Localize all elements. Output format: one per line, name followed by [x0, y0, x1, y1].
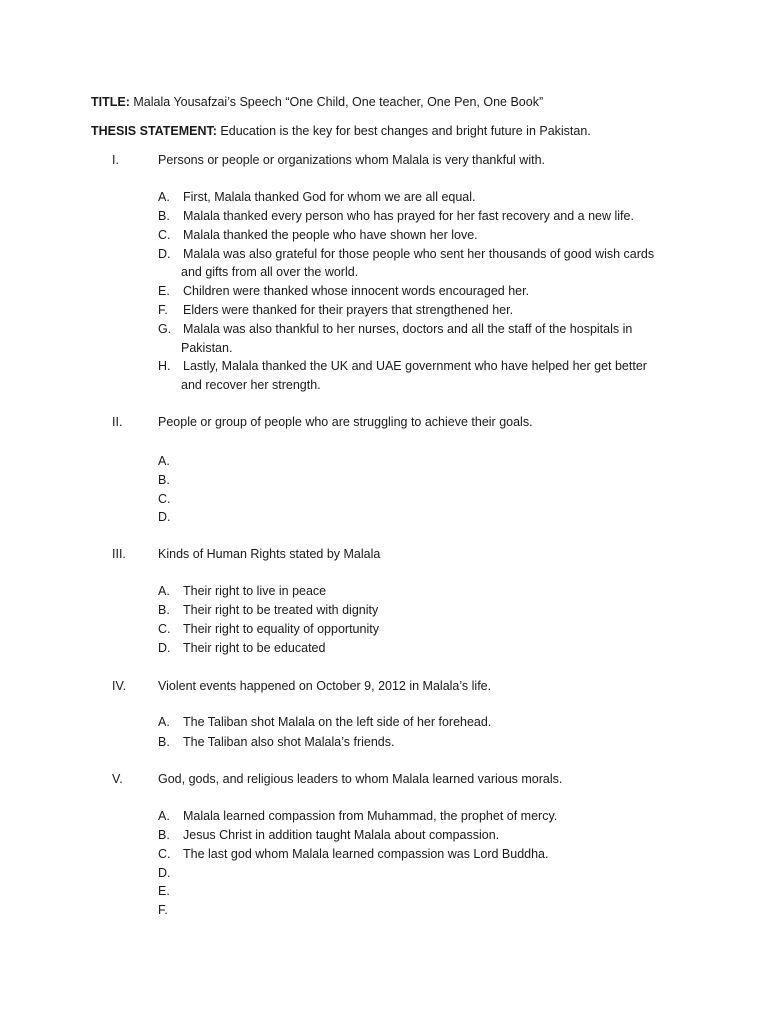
thesis-text: Education is the key for best changes and bright future in Pakistan.	[220, 124, 591, 138]
list-item-letter: E.	[158, 884, 170, 898]
list-item-text: The Taliban shot Malala on the left side of her forehead.	[183, 715, 492, 729]
list-item-letter: E.	[158, 284, 170, 298]
section-heading: Persons or people or organizations whom Malala is very thankful with.	[158, 153, 545, 167]
list-item-letter: A.	[158, 715, 170, 729]
section-heading: God, gods, and religious leaders to whom Malala learned various morals.	[158, 772, 563, 786]
list-item-letter: B.	[158, 828, 170, 842]
list-item-letter: A.	[158, 809, 170, 823]
list-item-letter: B.	[158, 735, 170, 749]
title-text: Malala Yousafzai’s Speech “One Child, One teacher, One Pen, One Book”	[133, 95, 544, 109]
list-item-letter: D.	[158, 247, 171, 261]
section-numeral: IV.	[112, 679, 127, 693]
list-item-text: Their right to be educated	[183, 641, 326, 655]
list-item-text-continued: Pakistan.	[181, 341, 233, 355]
list-item-letter: D.	[158, 866, 171, 880]
section-numeral: V.	[112, 772, 123, 786]
section-numeral: I.	[112, 153, 119, 167]
list-item-text: Their right to be treated with dignity	[183, 603, 379, 617]
list-item-letter: C.	[158, 622, 171, 636]
list-item-text: The Taliban also shot Malala’s friends.	[183, 735, 395, 749]
list-item-text: Their right to live in peace	[183, 584, 327, 598]
list-item-text: Malala thanked every person who has prayed for her fast recovery and a new life.	[183, 209, 634, 223]
title-line	[91, 93, 543, 111]
list-item-letter: C.	[158, 492, 171, 506]
list-item-text-continued: and gifts from all over the world.	[181, 265, 359, 279]
list-item-text: Lastly, Malala thanked the UK and UAE government who have helped her get better	[183, 359, 647, 373]
thesis-label: THESIS STATEMENT:	[91, 124, 217, 138]
list-item-text-continued: and recover her strength.	[181, 378, 321, 392]
list-item-text: First, Malala thanked God for whom we are all equal.	[183, 190, 476, 204]
list-item-text: Malala learned compassion from Muhammad, the prophet of mercy.	[183, 809, 558, 823]
list-item-letter: D.	[158, 510, 171, 524]
section-heading: People or group of people who are struggling to achieve their goals.	[158, 415, 533, 429]
list-item-text: Elders were thanked for their prayers that strengthened her.	[183, 303, 514, 317]
list-item-text: Malala was also thankful to her nurses, doctors and all the staff of the hospitals in	[183, 322, 633, 336]
list-item-text: Jesus Christ in addition taught Malala about compassion.	[183, 828, 500, 842]
list-item-letter: H.	[158, 359, 171, 373]
list-item-letter: C.	[158, 847, 171, 861]
list-item-text: The last god whom Malala learned compassion was Lord Buddha.	[183, 847, 549, 861]
section-numeral: III.	[112, 547, 126, 561]
list-item-text: Their right to equality of opportunity	[183, 622, 379, 636]
list-item-letter: G.	[158, 322, 172, 336]
list-item-text: Malala thanked the people who have shown her love.	[183, 228, 478, 242]
list-item-letter: F.	[158, 903, 168, 917]
section-numeral: II.	[112, 415, 123, 429]
list-item-letter: B.	[158, 209, 170, 223]
list-item-letter: B.	[158, 603, 170, 617]
list-item-letter: A.	[158, 584, 170, 598]
section-heading: Kinds of Human Rights stated by Malala	[158, 547, 381, 561]
list-item-letter: F.	[158, 303, 168, 317]
list-item-letter: B.	[158, 473, 170, 487]
list-item-text: Children were thanked whose innocent words encouraged her.	[183, 284, 530, 298]
list-item-text: Malala was also grateful for those people who sent her thousands of good wish cards	[183, 247, 655, 261]
list-item-letter: A.	[158, 454, 170, 468]
list-item-letter: C.	[158, 228, 171, 242]
title-label: TITLE:	[91, 95, 130, 109]
list-item-letter: D.	[158, 641, 171, 655]
list-item-letter: A.	[158, 190, 170, 204]
thesis-line	[91, 122, 591, 140]
section-heading: Violent events happened on October 9, 2012 in Malala’s life.	[158, 679, 492, 693]
